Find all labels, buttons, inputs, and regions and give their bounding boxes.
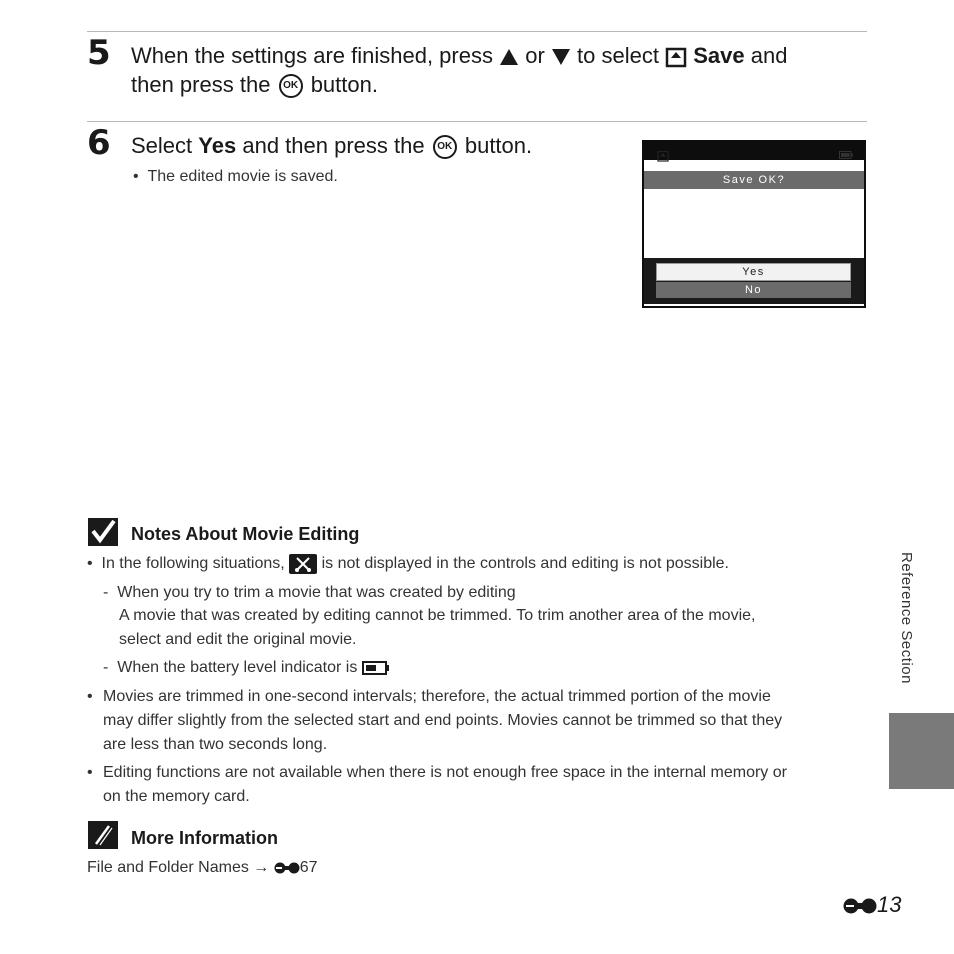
notes-d2: When the battery level indicator is (117, 659, 358, 676)
step-6-part-a: Select (131, 133, 193, 158)
notes-title: Notes About Movie Editing (131, 524, 360, 544)
side-section-label: Reference Section (898, 552, 915, 684)
more-info-text: File and Folder Names (87, 859, 249, 876)
notes-bullet-1: • In the following situations, is not displayed in the controls and editing is not possible. (87, 555, 729, 572)
e-reference-icon[interactable] (274, 861, 300, 875)
triangle-down-icon (551, 48, 571, 66)
page-number (843, 892, 901, 918)
step-5-part-a: When the settings are finished, press (131, 43, 493, 68)
save-icon (657, 150, 669, 162)
notes-b2-l1: Movies are trimmed in one-second intervals; therefore, the actual trimmed portion of the movie (103, 688, 771, 705)
notes-b2-l3: are less than two seconds long. (103, 736, 328, 753)
step-6-text (131, 131, 631, 160)
triangle-up-icon (499, 48, 519, 66)
save-icon (665, 46, 687, 68)
step-5-line2-b: button. (310, 72, 378, 97)
battery-low-icon (362, 660, 390, 676)
notes-d1: When you try to trim a movie that was created by editing (117, 584, 516, 601)
step-5-and: and (750, 43, 788, 68)
step-6-number: 6 (87, 123, 111, 163)
step-5-text (131, 41, 861, 99)
arrow-right-icon: → (253, 859, 270, 876)
more-info-ref[interactable]: 67 (299, 859, 318, 876)
notes-b1-b: is not displayed in the controls and editing is not possible. (321, 555, 729, 572)
more-info-title: More Information (131, 828, 278, 848)
notes-dash-1: - When you try to trim a movie that was created by editing (103, 584, 516, 601)
top-rule (87, 31, 867, 32)
ok-button-icon: OK (433, 135, 457, 159)
notes-bullet-3: • Editing functions are not available when there is not enough free space in the internal memory or on the memory card. (87, 764, 787, 805)
notes-d1-l2: A movie that was created by editing cannot be trimmed. To trim another area of the movie, (119, 607, 756, 624)
e-reference-icon (843, 897, 877, 915)
step-6-yes: Yes (198, 133, 237, 158)
battery-icon (839, 151, 853, 159)
screen-no-option[interactable]: No (656, 282, 851, 298)
step-5-line2-a: then press the (131, 72, 271, 97)
step-5-or: or (525, 43, 545, 68)
notes-b2-l2: may differ slightly from the selected start and end points. Movies cannot be trimmed so that they (103, 712, 783, 729)
screen-title: Save OK? (644, 171, 864, 189)
step-6-part-b: and then press the (242, 133, 425, 158)
pencil-note-icon (88, 821, 118, 849)
screen-yes-option[interactable]: Yes (656, 263, 851, 281)
scissors-icon (289, 554, 317, 574)
notes-dash-1-detail (119, 604, 864, 652)
notes-b1-a: In the following situations, (101, 555, 285, 572)
section-tab[interactable] (889, 713, 954, 789)
notes-b3-l1: Editing functions are not available when there is not enough free space in the internal memory or (103, 764, 787, 781)
step-6-part-c: button. (464, 133, 533, 158)
page-number-value: 13 (877, 892, 902, 917)
middle-rule (87, 121, 867, 122)
more-info-line (87, 856, 487, 880)
step-6-bullet-text: The edited movie is saved. (147, 168, 338, 185)
checkmark-note-icon (88, 518, 118, 546)
notes-dash-2: - When the battery level indicator is (103, 656, 863, 680)
step-5-number: 5 (87, 33, 111, 73)
step-5-part-b: to select (577, 43, 659, 68)
ok-button-icon: OK (279, 74, 303, 98)
step-6-bullet: • The edited movie is saved. (133, 168, 338, 185)
notes-b3-l2: on the memory card. (103, 788, 250, 805)
notes-d1-l3: select and edit the original movie. (119, 631, 357, 648)
notes-bullet-2: • Movies are trimmed in one-second intervals; therefore, the actual trimmed portion of the movie may differ slightly from the selected start and end points. Movies cannot be trimmed so that they are less than two seconds long. (87, 688, 783, 753)
step-5-save: Save (693, 43, 745, 68)
